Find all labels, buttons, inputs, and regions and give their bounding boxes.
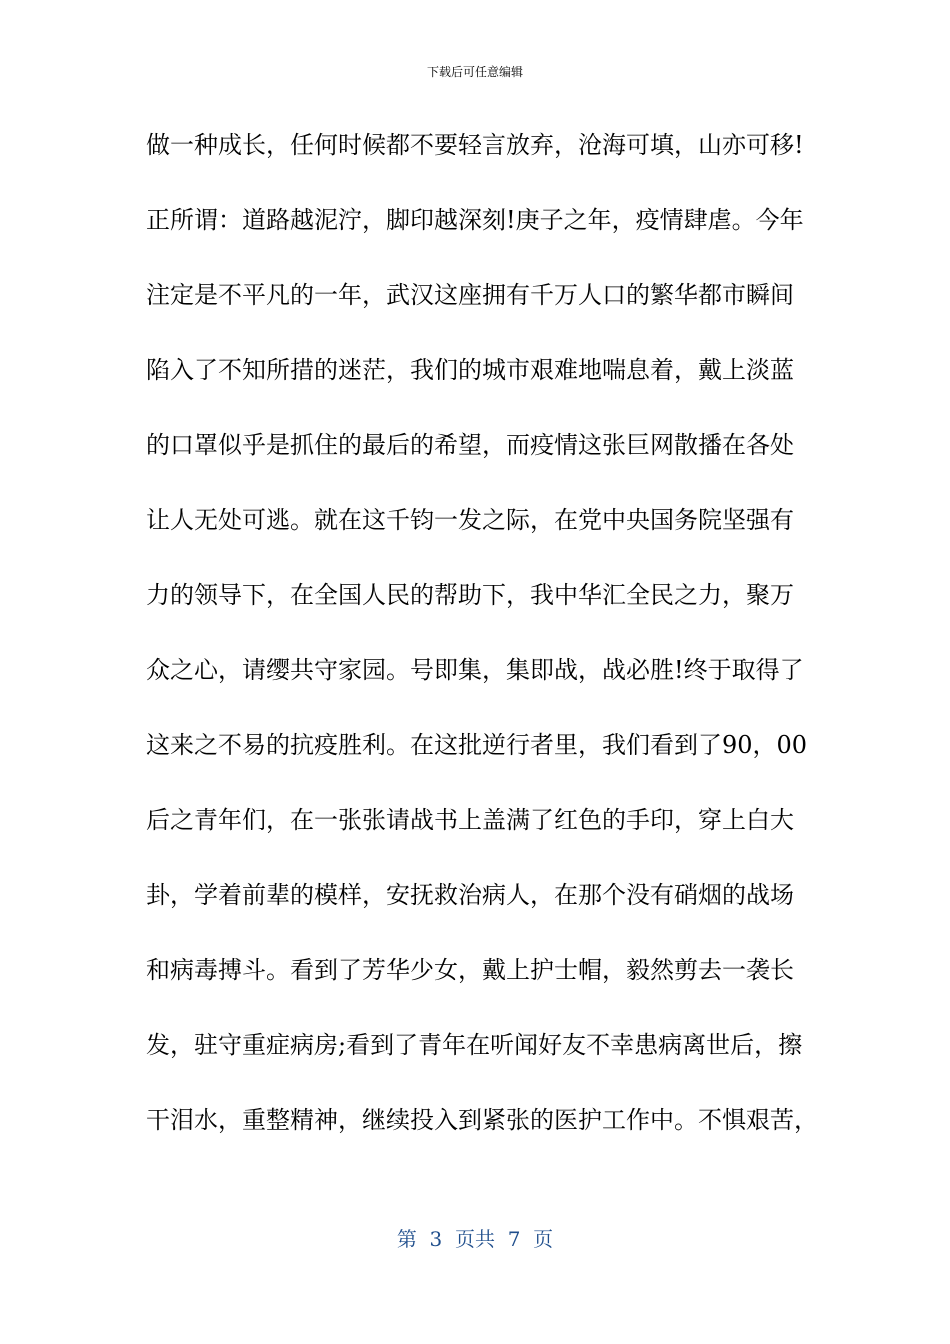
text-line: 让人无处可逃。就在这千钧一发之际，在党中央国务院坚强有 bbox=[146, 506, 794, 534]
text-line: 卦，学着前辈的模样，安抚救治病人，在那个没有硝烟的战场 bbox=[146, 881, 794, 909]
page-header: 下载后可任意编辑 bbox=[426, 65, 523, 79]
text-line: 干泪水，重整精神，继续投入到紧张的医护工作中。不惧艰苦， bbox=[146, 1106, 818, 1134]
page-number-footer: 第 3 页共 7 页 bbox=[396, 1227, 554, 1251]
text-line: 力的领导下，在全国人民的帮助下，我中华汇全民之力，聚万 bbox=[146, 581, 794, 609]
text-line: 和病毒搏斗。看到了芳华少女，戴上护士帽，毅然剪去一袭长 bbox=[146, 956, 794, 984]
text-line: 正所谓：道路越泥泞，脚印越深刻!庚子之年，疫情肆虐。今年 bbox=[146, 206, 804, 234]
text-line: 众之心，请缨共守家园。号即集，集即战，战必胜!终于取得了 bbox=[146, 656, 804, 684]
document-body bbox=[146, 119, 818, 1169]
text-line: 发，驻守重症病房;看到了青年在听闻好友不幸患病离世后，擦 bbox=[146, 1031, 803, 1059]
text-line: 的口罩似乎是抓住的最后的希望，而疫情这张巨网散播在各处 bbox=[146, 431, 794, 459]
text-line: 陷入了不知所措的迷茫，我们的城市艰难地喘息着，戴上淡蓝 bbox=[146, 356, 794, 384]
text-line: 做一种成长，任何时候都不要轻言放弃，沧海可填，山亦可移! bbox=[146, 131, 804, 159]
text-line: 后之青年们，在一张张请战书上盖满了红色的手印，穿上白大 bbox=[146, 806, 794, 834]
text-line: 注定是不平凡的一年，武汉这座拥有千万人口的繁华都市瞬间 bbox=[146, 281, 794, 309]
text-line: 这来之不易的抗疫胜利。在这批逆行者里，我们看到了90，00 bbox=[146, 731, 808, 759]
